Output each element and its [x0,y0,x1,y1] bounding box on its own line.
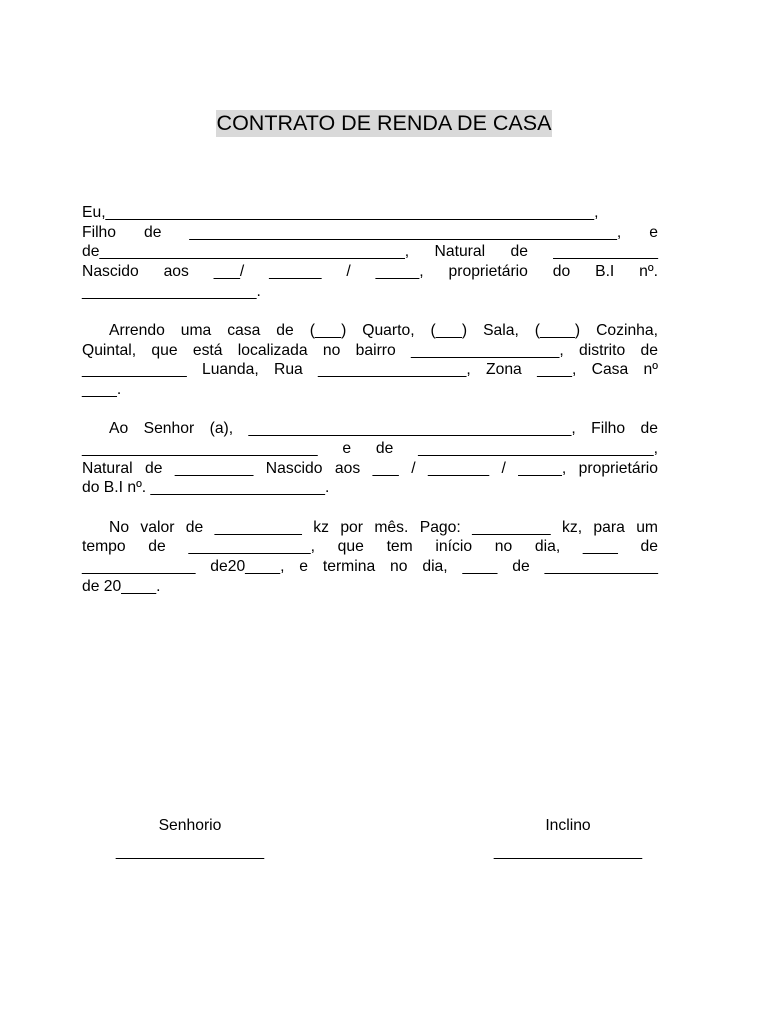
contract-body [82,203,658,616]
text-line: ____________ Luanda, Rua _________________, Zona ____, Casa nº [82,361,658,379]
text-line: Nascido aos ___/ ______ / _____, proprietário do B.I nº. [82,263,658,281]
text-line: Ao Senhor (a), _____________________________________, Filho de [109,420,658,438]
text-line: Arrendo uma casa de (___) Quarto, (___) Sala, (____) Cozinha, [109,322,658,340]
title-container [0,110,768,137]
paragraph-payment [82,518,658,597]
text-line: de 20____. [82,577,161,595]
text-line: ____________________. [82,282,261,300]
signature-tenant [468,816,668,862]
text-line: Quintal, que está localizada no bairro _________________, distrito de [82,341,658,359]
signature-label-tenant: Inclino [545,817,591,834]
signature-label-landlord: Senhorio [158,817,222,834]
paragraph-identification [82,203,658,302]
text-line: ___________________________ e de ___________________________, [82,440,658,458]
signature-line-landlord: _________________ [115,843,265,860]
paragraph-tenant [82,419,658,498]
text-line: Filho de _________________________________________________, e [82,223,658,241]
paragraph-property [82,321,658,400]
text-line: No valor de __________ kz por mês. Pago: _________ kz, para um [109,518,658,536]
text-line: ____. [82,381,122,399]
text-line: Natural de _________ Nascido aos ___ / _______ / _____, proprietário [82,459,658,477]
signature-landlord [90,816,290,862]
text-line: do B.I nº. ____________________. [82,479,330,497]
text-line: _____________ de20____, e termina no dia, ____ de _____________ [82,558,658,576]
text-line: Eu,________________________________________________________, [82,204,599,221]
text-line: de___________________________________, Natural de ____________ [82,243,658,261]
document-title: CONTRATO DE RENDA DE CASA [216,111,552,135]
signature-line-tenant: _________________ [493,843,643,860]
text-line: tempo de ______________, que tem início no dia, ____ de [82,538,658,556]
